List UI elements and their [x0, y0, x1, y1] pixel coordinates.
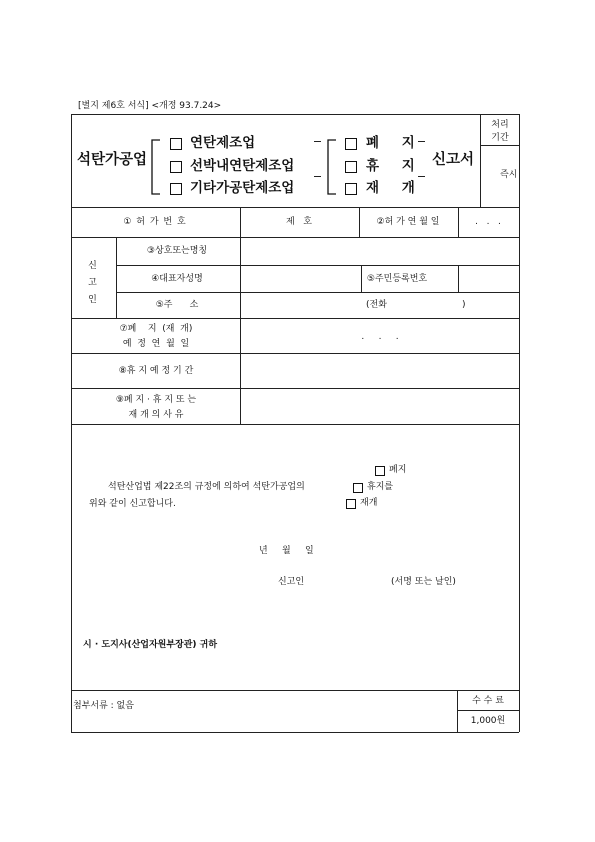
permit-number-value[interactable]: 제 호: [286, 217, 312, 227]
connector-dash: [418, 176, 425, 177]
planned-date-value[interactable]: . . .: [361, 332, 399, 342]
checkbox-closure[interactable]: [345, 138, 357, 150]
middle-bracket-icon: [327, 139, 337, 195]
form-title-suffix: 신고서: [432, 152, 475, 168]
left-bracket-icon: [151, 139, 161, 195]
connector-dash: [314, 176, 321, 177]
phone-label: (전화: [366, 300, 387, 310]
phone-close: ): [462, 300, 466, 310]
fee-label: 수 수 료: [472, 696, 504, 706]
checkbox-statement-suspension[interactable]: [353, 483, 363, 493]
applicant-label: 신고인: [278, 577, 305, 587]
processing-period-label: 처리기간: [491, 120, 509, 143]
checkbox-ship-briquette[interactable]: [170, 161, 182, 173]
action-closure: 폐 지: [366, 135, 415, 151]
reason-label-line2: 재 개 의 사 유: [128, 410, 184, 420]
action-suspension: 휴 지: [366, 158, 415, 174]
statement-option-resumption: 재개: [360, 498, 378, 508]
checkbox-statement-resumption[interactable]: [346, 499, 356, 509]
address-label: ⑤주 소: [155, 300, 199, 310]
form-reference: [별지 제6호 서식] <개정 93.7.24>: [78, 101, 222, 111]
type-coal-briquette: 연탄제조업: [190, 135, 256, 151]
signature-label: (서명 또는 날인): [391, 577, 456, 587]
representative-name-label: ④대표자성명: [151, 274, 203, 284]
addressee: 시 · 도지사(산업자원부장관) 귀하: [83, 640, 218, 650]
permit-number-label: ① 허 가 번 호: [123, 217, 187, 227]
action-resumption: 재 개: [366, 180, 415, 196]
planned-date-label-line1: ⑦폐 지 (재 개): [119, 324, 193, 334]
statement-option-closure: 폐지: [389, 465, 407, 475]
permit-date-label: ②허 가 연 월 일: [376, 217, 440, 227]
resident-number-label: ⑤주민등록번호: [366, 274, 428, 284]
trade-name-label: ③상호또는명칭: [146, 246, 208, 256]
checkbox-suspension[interactable]: [345, 161, 357, 173]
attachments-label: 첨부서류 : 없음: [73, 701, 134, 711]
statement-line1: 석탄산업법 제22조의 규정에 의하여 석탄가공업의: [108, 482, 305, 492]
permit-date-value[interactable]: . . .: [475, 217, 501, 227]
suspension-period-label: ⑧휴 지 예 정 기 간: [118, 366, 194, 376]
checkbox-other-processed[interactable]: [170, 183, 182, 195]
planned-date-label-line2: 예 정 연 월 일: [122, 339, 190, 349]
type-other-processed: 기타가공탄제조업: [190, 180, 295, 196]
applicant-section-label: 신 고 인: [88, 261, 97, 305]
checkbox-resumption[interactable]: [345, 183, 357, 195]
reason-label-line1: ⑨폐 지 · 휴 지 또 는: [115, 395, 197, 405]
connector-dash: [314, 141, 321, 142]
checkbox-statement-closure[interactable]: [375, 466, 385, 476]
processing-period-value: 즉시: [500, 170, 518, 180]
fee-value: 1,000원: [470, 716, 506, 726]
date-line[interactable]: 년 월 일: [259, 546, 314, 556]
connector-dash: [418, 141, 425, 142]
type-ship-briquette: 선박내연탄제조업: [190, 158, 295, 174]
statement-option-suspension: 휴지를: [367, 482, 394, 492]
statement-line2: 위와 같이 신고합니다.: [89, 499, 176, 509]
form-title-main: 석탄가공업: [77, 152, 148, 168]
checkbox-coal-briquette[interactable]: [170, 138, 182, 150]
